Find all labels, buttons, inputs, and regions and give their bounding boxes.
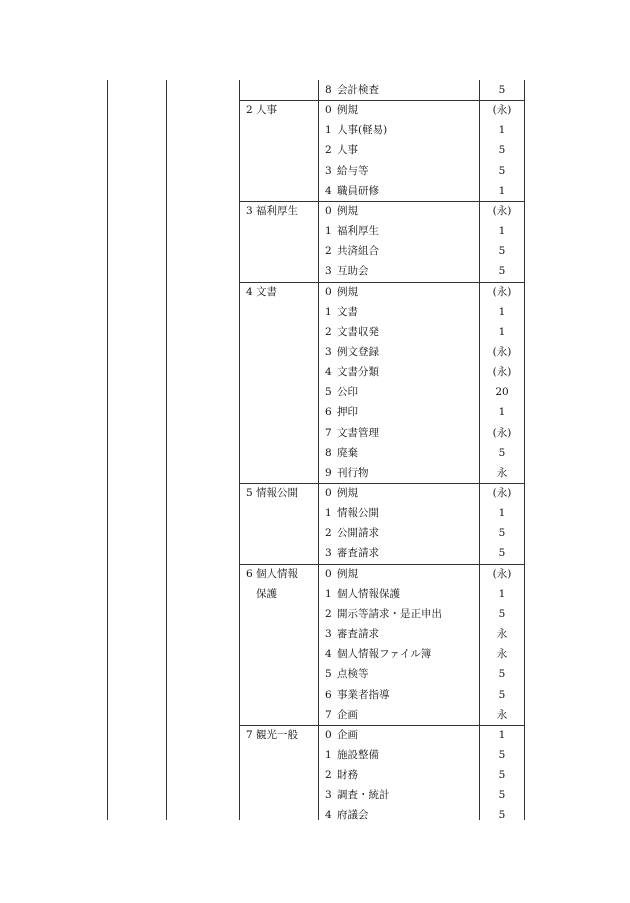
retention-period: 5 [498, 769, 506, 782]
category-label: 3 福利厚生 [246, 204, 299, 217]
category-label: 4 文書 [246, 285, 278, 298]
item-code: 3 [325, 345, 332, 358]
item-code: 2 [325, 607, 332, 620]
item-code: 7 [325, 426, 332, 439]
retention-period: (永) [492, 104, 512, 117]
item-code: 3 [325, 789, 332, 802]
item-label: 事業者指導 [337, 688, 390, 701]
category-label: 2 人事 [246, 104, 278, 117]
item-label: 例規 [337, 104, 358, 117]
item-code: 1 [325, 748, 332, 761]
retention-period: 永 [496, 466, 508, 479]
item-label: 人事 [337, 144, 358, 157]
item-label: 共済組合 [337, 245, 379, 258]
item-code: 4 [325, 648, 332, 661]
retention-period: (永) [492, 204, 512, 217]
item-label: 刊行物 [337, 466, 369, 479]
item-label: 会計検査 [337, 84, 379, 96]
item-label: 個人情報保護 [337, 587, 400, 600]
retention-period: 永 [496, 648, 508, 661]
item-code: 4 [325, 184, 332, 197]
item-label: 開示等請求・是正申出 [337, 607, 442, 620]
table-vertical-rule [239, 80, 240, 820]
item-label: 廃棄 [337, 446, 358, 459]
item-label: 職員研修 [337, 184, 379, 197]
item-code: 1 [325, 225, 332, 238]
item-label: 施設整備 [337, 748, 379, 761]
item-code: 0 [325, 728, 332, 741]
retention-period: (永) [492, 285, 512, 298]
item-label: 個人情報ファイル簿 [337, 648, 432, 661]
table-vertical-rule [107, 80, 108, 820]
item-label: 審査請求 [337, 628, 379, 641]
item-code: 1 [325, 305, 332, 318]
table-vertical-rule [166, 80, 167, 820]
retention-period: 1 [498, 406, 506, 419]
item-label: 企画 [337, 708, 358, 721]
item-label: 文書管理 [337, 426, 379, 439]
item-label: 人事(軽易) [337, 124, 388, 137]
item-code: 5 [325, 668, 332, 681]
retention-period: 5 [498, 164, 506, 177]
retention-period: (永) [492, 345, 512, 358]
retention-period: 5 [498, 527, 506, 540]
item-label: 財務 [337, 769, 358, 782]
category-label: 保護 [256, 587, 277, 600]
item-code: 2 [325, 245, 332, 258]
item-code: 0 [325, 204, 332, 217]
item-label: 府議会 [337, 809, 369, 822]
item-code: 1 [325, 507, 332, 520]
item-label: 給与等 [337, 164, 369, 177]
item-code: 5 [325, 386, 332, 399]
item-code: 3 [325, 628, 332, 641]
item-label: 文書分類 [337, 366, 379, 379]
item-code: 4 [325, 366, 332, 379]
item-label: 審査請求 [337, 547, 379, 560]
item-label: 文書 [337, 305, 358, 318]
retention-period: 5 [498, 668, 506, 681]
item-label: 情報公開 [337, 507, 379, 520]
item-code: 0 [325, 567, 332, 580]
item-label: 公開請求 [337, 527, 379, 540]
retention-period: 5 [498, 265, 506, 278]
item-code: 3 [325, 265, 332, 278]
retention-period: 1 [498, 325, 506, 338]
retention-period: 1 [498, 507, 506, 520]
item-code: 8 [325, 84, 332, 96]
retention-period: 永 [496, 628, 508, 641]
item-code: 1 [325, 124, 332, 137]
item-label: 押印 [337, 406, 358, 419]
item-label: 調査・統計 [337, 789, 390, 802]
item-label: 例規 [337, 487, 358, 499]
item-label: 企画 [337, 728, 358, 741]
retention-period: 1 [498, 305, 506, 318]
item-code: 0 [325, 104, 332, 117]
item-label: 点検等 [337, 668, 369, 681]
item-label: 例文登録 [337, 345, 379, 358]
item-code: 9 [325, 466, 332, 479]
retention-period: 20 [495, 386, 509, 399]
item-code: 3 [325, 164, 332, 177]
item-code: 1 [325, 587, 332, 600]
retention-period: (永) [492, 366, 512, 379]
retention-period: (永) [492, 487, 512, 499]
item-label: 例規 [337, 204, 358, 217]
item-code: 3 [325, 547, 332, 560]
item-code: 2 [325, 144, 332, 157]
item-label: 文書収発 [337, 325, 379, 338]
retention-period: 1 [498, 728, 506, 741]
retention-period: 1 [498, 124, 506, 137]
category-label: 5 情報公開 [246, 487, 299, 499]
retention-period: 1 [498, 184, 506, 197]
table-vertical-rule [318, 80, 319, 820]
item-code: 7 [325, 708, 332, 721]
retention-period: 5 [498, 245, 506, 258]
category-label: 7 観光一般 [246, 728, 299, 741]
retention-period: 5 [498, 688, 506, 701]
item-code: 2 [325, 527, 332, 540]
item-label: 例規 [337, 285, 358, 298]
retention-period: 5 [498, 144, 506, 157]
item-code: 0 [325, 487, 332, 499]
retention-period: 5 [498, 748, 506, 761]
retention-period: 5 [498, 446, 506, 459]
retention-period: 5 [498, 809, 506, 822]
item-code: 6 [325, 688, 332, 701]
item-code: 2 [325, 325, 332, 338]
item-label: 例規 [337, 567, 358, 580]
item-label: 公印 [337, 386, 358, 399]
item-code: 6 [325, 406, 332, 419]
retention-period: (永) [492, 567, 512, 580]
retention-period: (永) [492, 426, 512, 439]
retention-period: 5 [498, 547, 506, 560]
retention-period: 5 [498, 789, 506, 802]
retention-period: 永 [496, 708, 508, 721]
retention-period: 1 [498, 587, 506, 600]
category-label: 6 個人情報 [246, 567, 299, 580]
retention-period: 5 [498, 84, 506, 96]
item-label: 福利厚生 [337, 225, 379, 238]
retention-period: 5 [498, 607, 506, 620]
item-code: 0 [325, 285, 332, 298]
item-label: 互助会 [337, 265, 369, 278]
item-code: 4 [325, 809, 332, 822]
item-code: 8 [325, 446, 332, 459]
retention-period: 1 [498, 225, 506, 238]
item-code: 2 [325, 769, 332, 782]
